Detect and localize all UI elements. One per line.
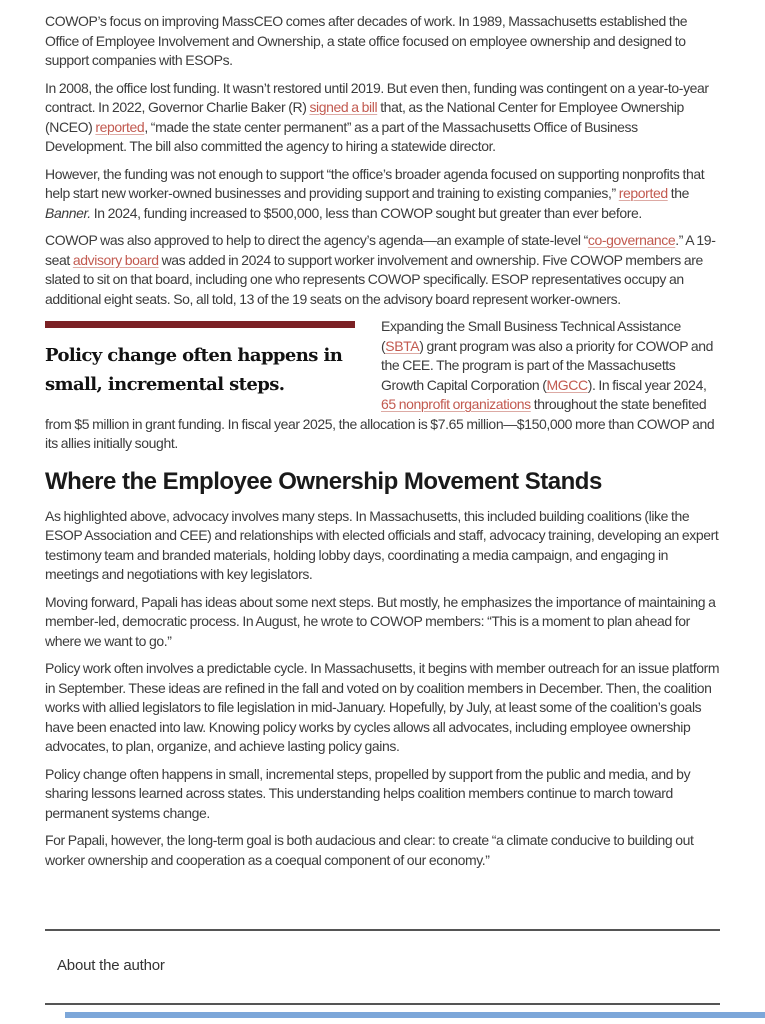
inline-link[interactable]: MGCC xyxy=(546,376,588,393)
article-paragraph xyxy=(45,659,720,757)
text-segment: As highlighted above, advocacy involves many steps. In Massachusetts, this included building coalitions (like the ESOP Association and CEE) and relationships with elected officials and staff, advocacy training, developing an expert testimony team and branded materials, holding lobby days, coordinating a media campaign, and engaging in meetings and negotiations with key legislators. xyxy=(45,507,719,582)
about-author-label[interactable]: About the author xyxy=(57,957,165,974)
pullquote-accent-bar xyxy=(45,321,355,328)
article-paragraph xyxy=(45,831,720,870)
text-segment: that, as the National Center for Employee Ownership (NCEO) xyxy=(45,99,684,135)
pull-quote xyxy=(45,321,365,399)
text-segment: Policy work often involves a predictable cycle. In Massachusetts, it begins with member outreach for an issue platform in September. These ideas are refined in the fall and voted on by coalition members in December. Then, the coalition works with allied legislators to file legislation in mid-January. Hopefully, by July, at least some of the coalition’s goals have been enacted into law. Knowing policy works by cycles allows all advocates, including employee ownership advocates, to plan, organize, and achieve lasting policy gains. xyxy=(45,660,720,754)
italic-text: Banner. xyxy=(45,204,91,221)
article-paragraph xyxy=(45,12,720,71)
text-segment: , “made the state center permanent” as a part of the Massachusetts Office of Business Development. The bill also committed the agency to hiring a statewide director. xyxy=(45,118,638,154)
text-segment: However, the funding was not enough to support “the office’s broader agenda focused on supporting nonprofits that help start new worker-owned businesses and providing support and training to existing companies,” xyxy=(45,165,705,201)
bottom-accent-bar xyxy=(65,1012,765,1018)
section-heading: Where the Employee Ownership Movement Stands xyxy=(45,467,602,495)
article-paragraph xyxy=(45,79,720,157)
divider xyxy=(45,929,720,931)
inline-link[interactable]: co-governance xyxy=(587,232,676,248)
divider xyxy=(45,1003,720,1005)
text-segment: throughout the state benefited from $5 million in grant funding. In fiscal year 2025, the allocation is $7.65 million—$150,000 more than COWOP and its allies initially sought. xyxy=(45,396,715,451)
text-segment: ). In fiscal year 2024, xyxy=(587,376,707,393)
text-segment: .” A 19-seat xyxy=(45,232,716,268)
text-segment: ) grant program was also a priority for COWOP and the CEE. The program is part of the Massachusetts Growth Capital Corporation ( xyxy=(381,337,714,393)
article-paragraph xyxy=(45,231,720,309)
text-segment: For Papali, however, the long-term goal is both audacious and clear: to create “a climate conducive to building out worker ownership and cooperation as a coequal component of our economy.” xyxy=(45,832,694,868)
text-segment: Policy change often happens in small, incremental steps, propelled by support from the public and media, and by sharing lessons learned across states. This understanding helps coalition members continue to march toward permanent systems change. xyxy=(45,765,691,821)
text-segment: In 2008, the office lost funding. It wasn’t restored until 2019. But even then, funding was contingent on a year-to-year contract. In 2022, Governor Charlie Baker (R) xyxy=(45,79,709,115)
inline-link[interactable]: signed a bill xyxy=(309,99,378,115)
article-paragraph xyxy=(45,765,720,824)
about-author-section xyxy=(45,929,720,931)
article-paragraph xyxy=(45,165,720,224)
article-paragraph xyxy=(45,593,720,652)
inline-link[interactable]: 65 nonprofit organizations xyxy=(381,396,531,412)
text-segment: the xyxy=(667,185,689,201)
text-segment: COWOP was also approved to help to direct the agency’s agenda—an example of state-level “ xyxy=(45,232,588,248)
pullquote-text: Policy change often happens in small, incremental steps. xyxy=(45,345,343,395)
text-segment: In 2024, funding increased to $500,000, less than COWOP sought but greater than ever before. xyxy=(90,204,642,221)
text-segment: was added in 2024 to support worker involvement and ownership. Five COWOP members are slated to sit on that board, including one who represents COWOP specifically. ESOP representatives occupy an additional eight seats. So, all told, 13 of the 19 seats on the advisory board represent worker-owners. xyxy=(45,251,703,307)
inline-link[interactable]: reported xyxy=(618,185,668,201)
text-segment: COWOP’s focus on improving MassCEO comes after decades of work. In 1989, Massachusetts established the Office of Employee Involvement and Ownership, a state office focused on employee ownership and designed to support companies with ESOPs. xyxy=(45,13,688,68)
inline-link[interactable]: SBTA xyxy=(385,337,420,354)
article-paragraph xyxy=(45,507,720,585)
text-segment: Expanding the Small Business Technical Assistance ( xyxy=(381,318,681,354)
inline-link[interactable]: advisory board xyxy=(72,251,159,268)
text-segment: Moving forward, Papali has ideas about some next steps. But mostly, he emphasizes the importance of maintaining a member-led, democratic process. In August, he wrote to COWOP members: “This is a moment to plan ahead for where we want to go.” xyxy=(45,593,716,649)
inline-link[interactable]: reported xyxy=(95,118,145,135)
